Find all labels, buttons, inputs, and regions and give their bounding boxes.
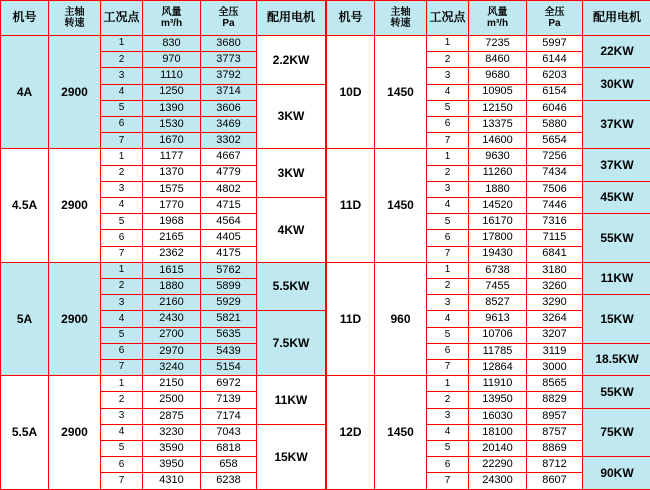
header-model: 机号 bbox=[327, 1, 375, 36]
header-pressure-line2: Pa bbox=[548, 18, 561, 29]
cell-point: 2 bbox=[101, 52, 143, 68]
cell-pressure: 3680 bbox=[201, 36, 257, 52]
cell-point: 6 bbox=[427, 343, 469, 359]
cell-pressure: 8829 bbox=[527, 392, 583, 408]
cell-point: 1 bbox=[101, 149, 143, 165]
cell-flow: 9680 bbox=[469, 68, 527, 84]
cell-point: 5 bbox=[101, 441, 143, 457]
header-pressure-line2: Pa bbox=[222, 18, 235, 29]
cell-flow: 2700 bbox=[143, 327, 201, 343]
cell-point: 7 bbox=[427, 473, 469, 490]
cell-flow: 3230 bbox=[143, 424, 201, 440]
header-motor: 配用电机 bbox=[257, 1, 326, 36]
cell-point: 7 bbox=[427, 360, 469, 376]
cell-pressure: 7139 bbox=[201, 392, 257, 408]
header-flow bbox=[469, 1, 527, 36]
cell-pressure: 6238 bbox=[201, 473, 257, 490]
cell-motor: 4KW bbox=[257, 198, 326, 263]
cell-flow: 13375 bbox=[469, 117, 527, 133]
cell-pressure: 7256 bbox=[527, 149, 583, 165]
header-flow bbox=[143, 1, 201, 36]
cell-point: 7 bbox=[427, 133, 469, 149]
cell-point: 5 bbox=[427, 441, 469, 457]
cell-pressure: 8957 bbox=[527, 408, 583, 424]
cell-speed: 1450 bbox=[375, 376, 427, 490]
header-flow-line1: 风量 bbox=[487, 7, 508, 18]
cell-point: 2 bbox=[101, 392, 143, 408]
cell-point: 5 bbox=[427, 100, 469, 116]
cell-flow: 17800 bbox=[469, 230, 527, 246]
cell-speed: 960 bbox=[375, 262, 427, 375]
table-row bbox=[1, 36, 326, 52]
cell-pressure: 5635 bbox=[201, 327, 257, 343]
cell-pressure: 3714 bbox=[201, 84, 257, 100]
cell-motor: 90KW bbox=[583, 457, 650, 490]
cell-model: 11D bbox=[327, 262, 375, 375]
cell-motor: 3KW bbox=[257, 84, 326, 149]
header-speed-line2: 转速 bbox=[390, 18, 411, 29]
header-model: 机号 bbox=[1, 1, 49, 36]
cell-pressure: 3180 bbox=[527, 262, 583, 278]
cell-point: 3 bbox=[101, 408, 143, 424]
cell-point: 4 bbox=[427, 198, 469, 214]
cell-pressure: 3773 bbox=[201, 52, 257, 68]
cell-flow: 1880 bbox=[469, 181, 527, 197]
cell-pressure: 8757 bbox=[527, 424, 583, 440]
table-row bbox=[1, 376, 326, 392]
cell-pressure: 3207 bbox=[527, 327, 583, 343]
cell-pressure: 6841 bbox=[527, 246, 583, 262]
cell-motor: 11KW bbox=[583, 262, 650, 294]
cell-pressure: 8565 bbox=[527, 376, 583, 392]
cell-point: 1 bbox=[101, 376, 143, 392]
cell-pressure: 3119 bbox=[527, 343, 583, 359]
cell-point: 6 bbox=[427, 230, 469, 246]
cell-point: 3 bbox=[427, 408, 469, 424]
header-motor: 配用电机 bbox=[583, 1, 650, 36]
cell-point: 7 bbox=[427, 246, 469, 262]
table-body-left bbox=[1, 36, 326, 490]
cell-flow: 11910 bbox=[469, 376, 527, 392]
cell-flow: 18100 bbox=[469, 424, 527, 440]
cell-pressure: 3290 bbox=[527, 295, 583, 311]
cell-pressure: 6144 bbox=[527, 52, 583, 68]
cell-point: 5 bbox=[101, 214, 143, 230]
cell-flow: 9613 bbox=[469, 311, 527, 327]
cell-point: 4 bbox=[101, 84, 143, 100]
cell-pressure: 3302 bbox=[201, 133, 257, 149]
cell-motor: 3KW bbox=[257, 149, 326, 198]
cell-point: 1 bbox=[427, 262, 469, 278]
cell-flow: 1770 bbox=[143, 198, 201, 214]
table-row bbox=[327, 36, 650, 52]
cell-flow: 7235 bbox=[469, 36, 527, 52]
cell-flow: 830 bbox=[143, 36, 201, 52]
cell-pressure: 4667 bbox=[201, 149, 257, 165]
cell-motor: 15KW bbox=[257, 424, 326, 489]
cell-point: 5 bbox=[427, 327, 469, 343]
cell-pressure: 4405 bbox=[201, 230, 257, 246]
cell-flow: 20140 bbox=[469, 441, 527, 457]
cell-motor: 37KW bbox=[583, 149, 650, 181]
cell-pressure: 4802 bbox=[201, 181, 257, 197]
cell-motor: 7.5KW bbox=[257, 311, 326, 376]
cell-flow: 1177 bbox=[143, 149, 201, 165]
cell-point: 3 bbox=[427, 295, 469, 311]
cell-flow: 1968 bbox=[143, 214, 201, 230]
cell-flow: 2160 bbox=[143, 295, 201, 311]
cell-flow: 3240 bbox=[143, 360, 201, 376]
cell-flow: 11785 bbox=[469, 343, 527, 359]
cell-pressure: 6046 bbox=[527, 100, 583, 116]
cell-point: 3 bbox=[427, 68, 469, 84]
cell-flow: 14600 bbox=[469, 133, 527, 149]
cell-flow: 2165 bbox=[143, 230, 201, 246]
cell-point: 4 bbox=[427, 311, 469, 327]
cell-flow: 10905 bbox=[469, 84, 527, 100]
cell-flow: 4310 bbox=[143, 473, 201, 490]
cell-speed: 2900 bbox=[49, 376, 101, 490]
table-row bbox=[327, 149, 650, 165]
cell-pressure: 6818 bbox=[201, 441, 257, 457]
table-header-row-right bbox=[327, 1, 650, 36]
cell-model: 5A bbox=[1, 262, 49, 375]
cell-flow: 1615 bbox=[143, 262, 201, 278]
cell-pressure: 7316 bbox=[527, 214, 583, 230]
cell-flow: 2430 bbox=[143, 311, 201, 327]
table-row bbox=[327, 376, 650, 392]
cell-flow: 2150 bbox=[143, 376, 201, 392]
cell-point: 7 bbox=[101, 360, 143, 376]
cell-motor: 5.5KW bbox=[257, 262, 326, 311]
cell-flow: 2970 bbox=[143, 343, 201, 359]
header-pressure bbox=[527, 1, 583, 36]
cell-point: 6 bbox=[101, 457, 143, 473]
cell-pressure: 7446 bbox=[527, 198, 583, 214]
cell-flow: 1670 bbox=[143, 133, 201, 149]
cell-pressure: 3260 bbox=[527, 279, 583, 295]
cell-flow: 14520 bbox=[469, 198, 527, 214]
cell-flow: 970 bbox=[143, 52, 201, 68]
cell-pressure: 8712 bbox=[527, 457, 583, 473]
cell-flow: 10706 bbox=[469, 327, 527, 343]
cell-pressure: 4715 bbox=[201, 198, 257, 214]
cell-pressure: 5997 bbox=[527, 36, 583, 52]
cell-flow: 16170 bbox=[469, 214, 527, 230]
cell-flow: 1880 bbox=[143, 279, 201, 295]
cell-pressure: 658 bbox=[201, 457, 257, 473]
header-pressure-line1: 全压 bbox=[218, 7, 239, 18]
cell-flow: 12864 bbox=[469, 360, 527, 376]
cell-pressure: 5899 bbox=[201, 279, 257, 295]
cell-flow: 2875 bbox=[143, 408, 201, 424]
cell-point: 7 bbox=[101, 133, 143, 149]
cell-pressure: 7174 bbox=[201, 408, 257, 424]
header-point: 工况点 bbox=[101, 1, 143, 36]
cell-flow: 22290 bbox=[469, 457, 527, 473]
cell-point: 2 bbox=[101, 165, 143, 181]
table-row bbox=[1, 149, 326, 165]
cell-point: 7 bbox=[101, 246, 143, 262]
cell-point: 4 bbox=[427, 424, 469, 440]
cell-flow: 1530 bbox=[143, 117, 201, 133]
header-pressure bbox=[201, 1, 257, 36]
cell-pressure: 7043 bbox=[201, 424, 257, 440]
cell-point: 4 bbox=[101, 198, 143, 214]
cell-pressure: 8607 bbox=[527, 473, 583, 490]
cell-motor: 22KW bbox=[583, 36, 650, 68]
header-point: 工况点 bbox=[427, 1, 469, 36]
header-flow-line2: m³/h bbox=[160, 18, 183, 29]
cell-flow: 6738 bbox=[469, 262, 527, 278]
header-speed-line1: 主轴 bbox=[64, 7, 85, 18]
cell-motor: 15KW bbox=[583, 295, 650, 344]
cell-point: 6 bbox=[101, 343, 143, 359]
cell-pressure: 8869 bbox=[527, 441, 583, 457]
cell-pressure: 5929 bbox=[201, 295, 257, 311]
cell-point: 3 bbox=[427, 181, 469, 197]
cell-pressure: 5880 bbox=[527, 117, 583, 133]
cell-pressure: 3606 bbox=[201, 100, 257, 116]
cell-pressure: 5154 bbox=[201, 360, 257, 376]
cell-model: 4A bbox=[1, 36, 49, 149]
cell-flow: 1110 bbox=[143, 68, 201, 84]
cell-point: 2 bbox=[427, 165, 469, 181]
cell-motor: 55KW bbox=[583, 214, 650, 263]
cell-pressure: 7434 bbox=[527, 165, 583, 181]
cell-point: 1 bbox=[427, 376, 469, 392]
cell-pressure: 4175 bbox=[201, 246, 257, 262]
cell-point: 5 bbox=[101, 327, 143, 343]
cell-flow: 2362 bbox=[143, 246, 201, 262]
cell-point: 6 bbox=[427, 117, 469, 133]
cell-motor: 30KW bbox=[583, 68, 650, 100]
cell-point: 6 bbox=[101, 230, 143, 246]
cell-point: 2 bbox=[427, 52, 469, 68]
cell-flow: 1390 bbox=[143, 100, 201, 116]
header-speed bbox=[49, 1, 101, 36]
cell-pressure: 7506 bbox=[527, 181, 583, 197]
cell-pressure: 7115 bbox=[527, 230, 583, 246]
cell-pressure: 4564 bbox=[201, 214, 257, 230]
header-pressure-line1: 全压 bbox=[544, 7, 565, 18]
cell-point: 2 bbox=[427, 392, 469, 408]
cell-motor: 75KW bbox=[583, 408, 650, 457]
cell-pressure: 3264 bbox=[527, 311, 583, 327]
cell-point: 3 bbox=[101, 68, 143, 84]
cell-flow: 9630 bbox=[469, 149, 527, 165]
cell-flow: 19430 bbox=[469, 246, 527, 262]
cell-flow: 8460 bbox=[469, 52, 527, 68]
cell-motor: 37KW bbox=[583, 100, 650, 149]
cell-point: 4 bbox=[427, 84, 469, 100]
cell-model: 4.5A bbox=[1, 149, 49, 262]
header-flow-line1: 风量 bbox=[161, 7, 182, 18]
cell-model: 5.5A bbox=[1, 376, 49, 490]
cell-point: 2 bbox=[101, 279, 143, 295]
cell-point: 2 bbox=[427, 279, 469, 295]
fan-table-right bbox=[326, 0, 650, 490]
cell-motor: 11KW bbox=[257, 376, 326, 425]
header-speed-line1: 主轴 bbox=[390, 7, 411, 18]
cell-point: 3 bbox=[101, 181, 143, 197]
cell-model: 12D bbox=[327, 376, 375, 490]
cell-point: 1 bbox=[101, 36, 143, 52]
cell-speed: 2900 bbox=[49, 262, 101, 375]
cell-point: 7 bbox=[101, 473, 143, 490]
header-speed bbox=[375, 1, 427, 36]
cell-pressure: 3792 bbox=[201, 68, 257, 84]
cell-point: 1 bbox=[101, 262, 143, 278]
cell-model: 11D bbox=[327, 149, 375, 262]
cell-motor: 18.5KW bbox=[583, 343, 650, 375]
cell-motor: 55KW bbox=[583, 376, 650, 408]
cell-flow: 3950 bbox=[143, 457, 201, 473]
cell-model: 10D bbox=[327, 36, 375, 149]
cell-speed: 2900 bbox=[49, 36, 101, 149]
cell-flow: 7455 bbox=[469, 279, 527, 295]
cell-flow: 8527 bbox=[469, 295, 527, 311]
cell-flow: 1575 bbox=[143, 181, 201, 197]
cell-flow: 2500 bbox=[143, 392, 201, 408]
cell-motor: 45KW bbox=[583, 181, 650, 213]
cell-pressure: 5439 bbox=[201, 343, 257, 359]
cell-motor: 2.2KW bbox=[257, 36, 326, 85]
cell-flow: 1250 bbox=[143, 84, 201, 100]
cell-flow: 24300 bbox=[469, 473, 527, 490]
header-flow-line2: m³/h bbox=[486, 18, 509, 29]
cell-pressure: 6154 bbox=[527, 84, 583, 100]
cell-pressure: 3000 bbox=[527, 360, 583, 376]
cell-flow: 16030 bbox=[469, 408, 527, 424]
cell-pressure: 3469 bbox=[201, 117, 257, 133]
cell-flow: 1370 bbox=[143, 165, 201, 181]
cell-point: 4 bbox=[101, 424, 143, 440]
cell-point: 5 bbox=[101, 100, 143, 116]
cell-pressure: 6203 bbox=[527, 68, 583, 84]
cell-speed: 1450 bbox=[375, 149, 427, 262]
cell-flow: 13950 bbox=[469, 392, 527, 408]
cell-point: 6 bbox=[101, 117, 143, 133]
cell-pressure: 6972 bbox=[201, 376, 257, 392]
cell-speed: 1450 bbox=[375, 36, 427, 149]
cell-pressure: 5821 bbox=[201, 311, 257, 327]
table-body-right bbox=[327, 36, 650, 490]
header-speed-line2: 转速 bbox=[64, 18, 85, 29]
table-header-row-left bbox=[1, 1, 326, 36]
cell-point: 4 bbox=[101, 311, 143, 327]
cell-point: 5 bbox=[427, 214, 469, 230]
cell-pressure: 5762 bbox=[201, 262, 257, 278]
cell-point: 6 bbox=[427, 457, 469, 473]
table-row bbox=[1, 262, 326, 278]
cell-flow: 11260 bbox=[469, 165, 527, 181]
cell-point: 1 bbox=[427, 149, 469, 165]
cell-pressure: 4779 bbox=[201, 165, 257, 181]
cell-point: 3 bbox=[101, 295, 143, 311]
cell-flow: 12150 bbox=[469, 100, 527, 116]
table-row bbox=[327, 262, 650, 278]
cell-point: 1 bbox=[427, 36, 469, 52]
cell-flow: 3590 bbox=[143, 441, 201, 457]
cell-pressure: 5654 bbox=[527, 133, 583, 149]
cell-speed: 2900 bbox=[49, 149, 101, 262]
